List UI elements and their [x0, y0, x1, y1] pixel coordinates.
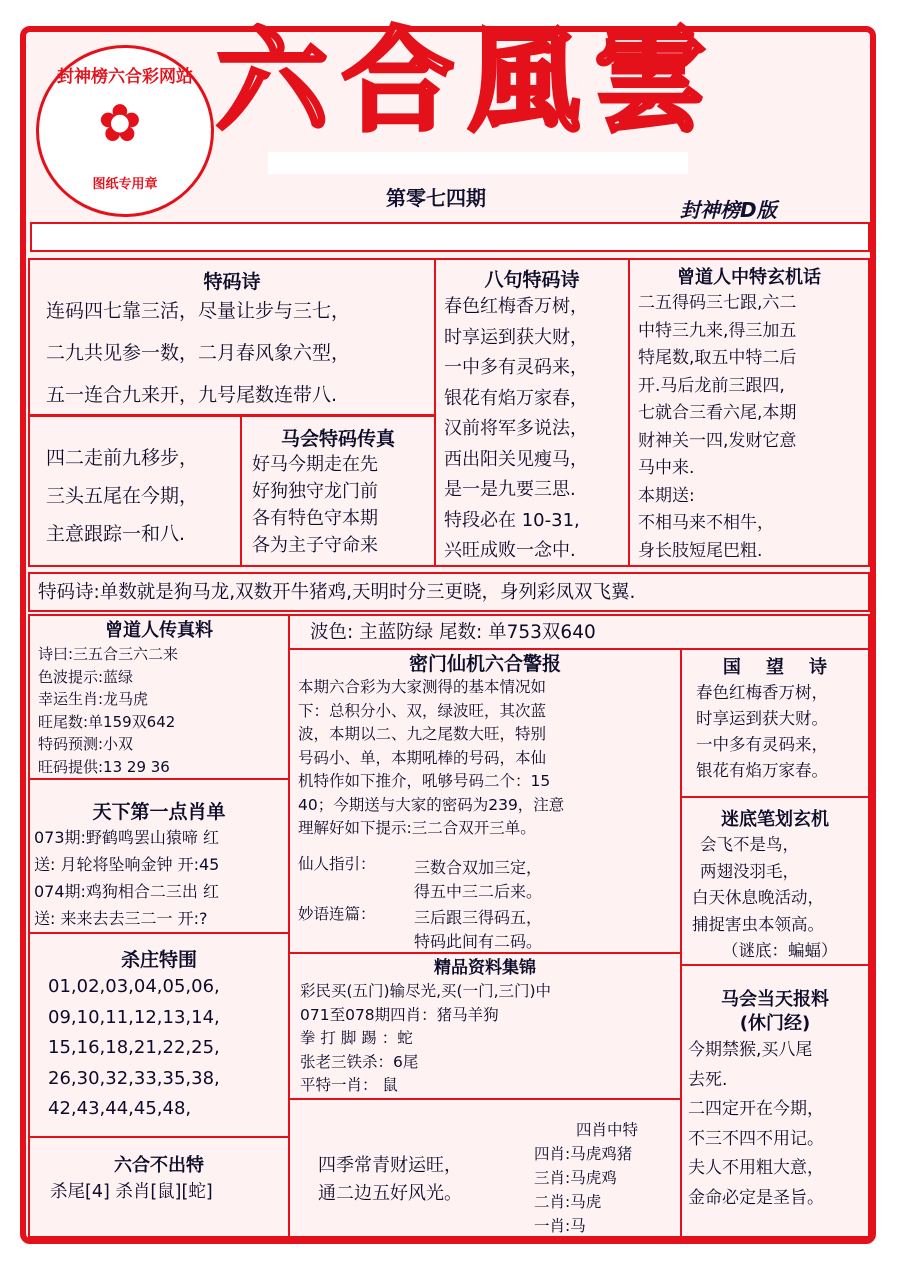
wave-bar	[288, 614, 870, 650]
text-line: 财神关一四,发财它意	[638, 430, 797, 451]
no-special-box	[28, 1136, 290, 1238]
text-line: 01,02,03,04,05,06,	[48, 976, 220, 997]
masthead-title: 六合風雲	[216, 16, 720, 147]
mahui-report-box	[680, 964, 870, 1238]
text-line: 捕捉害虫本领高。	[692, 914, 824, 934]
riddle-box	[680, 796, 870, 966]
zeng-fax-title: 曾道人传真料	[105, 620, 213, 641]
text-line: 一肖:马	[534, 1217, 586, 1235]
text-line: 会飞不是鸟，	[700, 835, 799, 854]
mahui-report-subtitle: (休门经)	[739, 1013, 811, 1034]
bauhinia-icon: ✿	[98, 94, 142, 154]
text-line: 旺尾数:单159双642	[38, 712, 176, 731]
text-line: 连码四七靠三活，尽量让步与三七，	[46, 300, 351, 322]
text-line: 073期:野鹤鸣罢山猿啼 红	[34, 828, 220, 847]
text-line: 好马今期走在先	[252, 454, 378, 475]
text-line: 26,30,32,33,35,38,	[48, 1067, 220, 1089]
top-blank-bar	[30, 222, 870, 252]
text-line: 四二走前九移步，	[46, 447, 199, 469]
text-line: 拳 打 脚 踢 ：蛇	[300, 1029, 413, 1047]
text-line: 春色红梅香万树，	[696, 683, 828, 702]
text-line: 兴旺成败一念中.	[444, 540, 576, 561]
text-line: 特段必在 10-31,	[444, 509, 580, 531]
text-line: 15,16,18,21,22,25,	[48, 1037, 220, 1058]
text-line: 特尾数,取五中特二后	[638, 348, 797, 368]
text-line: 五一连合九来开，九号尾数连带八.	[46, 384, 338, 406]
text-line: 号码小、单，本期吼棒的号码，本仙	[298, 748, 547, 767]
text-line: 身长肢短尾巴粗.	[638, 540, 763, 561]
wave-text: 波色: 主蓝防绿 尾数: 单753双640	[310, 622, 596, 643]
no-special-title: 六合不出特	[114, 1155, 204, 1176]
text-line: 09,10,11,12,13,14,	[48, 1006, 220, 1028]
text-line: 主意跟踪一和八.	[46, 523, 186, 545]
verse-box	[28, 415, 242, 567]
text-line: 四季常青财运旺，	[318, 1155, 462, 1176]
first-zodiac-title: 天下第一点肖单	[92, 801, 226, 823]
text-line: 二五得码三七跟,六二	[638, 293, 797, 313]
seal-top-text: 封神榜六合彩网站	[57, 67, 193, 87]
text-line: 马中来.	[638, 458, 695, 478]
text-line: 白天休息晚活动，	[692, 888, 824, 907]
guowang-title: 国 望 诗	[722, 657, 828, 678]
text-line: 074期:鸡狗相合二三出 红	[34, 882, 220, 901]
text-line: 一中多有灵码来，	[696, 735, 828, 754]
text-line: 去死.	[688, 1069, 728, 1090]
text-line: 一中多有灵码来，	[444, 357, 588, 378]
text-line: 诗曰:三五合三六二来	[38, 645, 179, 663]
text-line: 旺码提供:13 29 36	[38, 757, 170, 776]
text-line: 二肖:马虎	[534, 1193, 602, 1211]
text-line: 两翅没羽毛，	[700, 861, 799, 881]
text-line: 不相马来不相牛，	[638, 513, 774, 533]
text-line: 各为主子守命来	[252, 535, 378, 556]
text-line: 色波提示:蓝绿	[38, 667, 134, 686]
text-line: 夫人不用粗大意，	[688, 1158, 824, 1178]
secret-title: 密门仙机六合警报	[408, 653, 561, 675]
text-line: 平特一肖： 鼠	[300, 1076, 398, 1094]
text-line: 各有特色守本期	[252, 508, 378, 529]
text-line: 送: 来来去去三二一 开:?	[34, 909, 208, 928]
wonder-label: 妙语连篇：	[298, 905, 376, 923]
tema-poem-title: 特码诗	[203, 271, 261, 293]
text-line: 四肖:马虎鸡猪	[534, 1145, 633, 1163]
text-line: 本期六合彩为大家测得的基本情况如	[298, 678, 547, 696]
text-line: 金命必定是圣旨。	[688, 1187, 824, 1208]
four-zodiac-title: 四肖中特	[576, 1121, 639, 1139]
text-line: 春色红梅香万树，	[444, 296, 588, 317]
mahui-report-title: 马会当天报料	[721, 989, 829, 1010]
guowang-box	[680, 648, 870, 798]
text-line: 送: 月轮将坠响金钟 开:45	[34, 855, 220, 874]
secret-box	[288, 648, 682, 954]
text-line: 071至078期四肖：猪马羊狗	[300, 1005, 499, 1024]
text-line: 特码预测:小双	[38, 735, 134, 753]
text-line: 汉前将军多说法，	[444, 418, 588, 439]
text-line: 中特三九来,得三加五	[638, 320, 797, 341]
zeng-mystery-title: 曾道人中特玄机话	[677, 267, 821, 288]
text-line: 三数合双加三定，	[414, 858, 543, 877]
text-line: 西出阳关见瘦马，	[444, 448, 588, 470]
eight-poem-box	[434, 258, 630, 567]
text-line: 时享运到获大财。	[696, 709, 828, 728]
header-blank-bar	[268, 152, 688, 174]
seal-stamp	[36, 45, 214, 217]
text-line: 好狗独守龙门前	[252, 481, 378, 502]
bottom-middle-box	[288, 1098, 682, 1238]
text-line: 是一是九要三思.	[444, 479, 576, 500]
text-line: 张老三铁杀：6尾	[300, 1052, 419, 1071]
text-line: 下：总积分小、双，绿波旺，其次蓝	[298, 701, 547, 720]
text-line: 二四定开在今期，	[688, 1099, 824, 1119]
text-line: 二九共见参一数，二月春风象六型，	[46, 342, 351, 364]
banner-text: 特码诗:单数就是狗马龙,双数开牛猪鸡,天明时分三更晓，身列彩凤双飞翼.	[38, 582, 636, 603]
no-special-text: 杀尾[4] 杀肖[鼠][蛇]	[50, 1182, 213, 1202]
issue-number: 第零七四期	[386, 186, 486, 210]
jingpin-title: 精品资料集锦	[434, 958, 536, 978]
first-zodiac-box	[28, 778, 290, 934]
text-line: 通二边五好风光。	[318, 1183, 462, 1204]
text-line: 银花有焰万家春，	[444, 387, 588, 409]
text-line: 幸运生肖:龙马虎	[38, 690, 149, 708]
text-line: 机特作如下推介，吼够号码二个：15	[298, 772, 551, 790]
zeng-fax-box	[28, 614, 290, 780]
text-line: 开.马后龙前三跟四,	[638, 375, 785, 396]
mahui-fax-box	[240, 415, 436, 567]
seal-bottom-text: 图纸专用章	[92, 177, 158, 192]
riddle-title: 迷底笔划玄机	[721, 809, 829, 830]
tema-poem-box	[28, 258, 436, 416]
text-line: 不三不四不用记。	[688, 1128, 824, 1149]
text-line: 彩民买(五门)输尽光,买(一门,三门)中	[300, 982, 552, 1000]
zeng-mystery-box	[628, 258, 870, 567]
banner-box	[28, 572, 870, 612]
riddle-answer: （谜底：蝙蝠）	[722, 941, 838, 960]
text-line: 三后跟三得码五，	[414, 908, 543, 927]
text-line: 特码此间有二码。	[414, 932, 543, 951]
guide-label: 仙人指引：	[298, 855, 376, 873]
eight-poem-title: 八句特码诗	[484, 269, 580, 291]
jingpin-box	[288, 952, 682, 1100]
text-line: 本期送:	[638, 485, 695, 506]
text-line: 今期禁猴,买八尾	[688, 1040, 813, 1060]
mahui-fax-title: 马会特码传真	[280, 428, 395, 450]
text-line: 得五中三二后来。	[414, 882, 543, 901]
text-line: 42,43,44,45,48,	[48, 1098, 192, 1119]
text-line: 三头五尾在今期，	[46, 485, 199, 507]
text-line: 40；今期送与大家的密码为239，注意	[298, 795, 565, 814]
text-line: 波，本期以二、九之尾数大旺，特别	[298, 725, 547, 743]
kill-zone-title: 杀庄特围	[120, 949, 197, 971]
text-line: 时享运到获大财，	[444, 326, 588, 348]
text-line: 理解好如下提示:三二合双开三单。	[298, 819, 536, 837]
kill-zone-box	[28, 932, 290, 1138]
text-line: 三肖:马虎鸡	[534, 1169, 617, 1187]
text-line: 银花有焰万家春。	[696, 761, 828, 780]
text-line: 七就合三看六尾,本期	[638, 403, 797, 423]
edition-label: 封神榜D版	[680, 198, 777, 222]
